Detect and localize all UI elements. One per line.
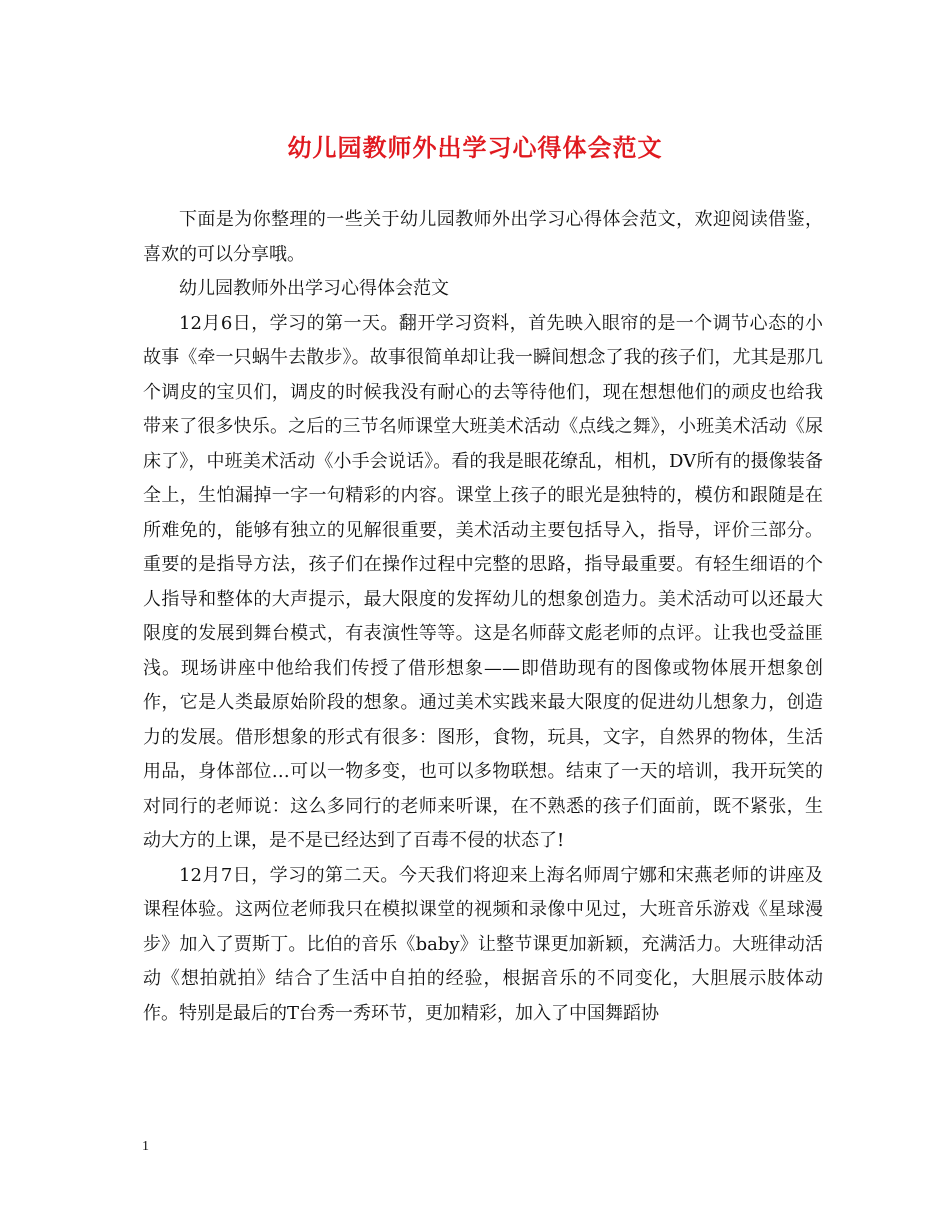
day-two-paragraph: 12月7日，学习的第二天。今天我们将迎来上海名师周宁娜和宋燕老师的讲座及课程体验。这两位老师我只在模拟课堂的视频和录像中见过，大班音乐游戏《星球漫步》加入了贾斯丁。比伯的音乐《baby》让整节课更加新颖，充满活力。大班律动活动《想拍就拍》结合了生活中自拍的经验，根据音乐的不同变化，大胆展示肢体动作。特别是最后的T台秀一秀环节，更加精彩，加入了中国舞蹈协	[143, 864, 823, 1024]
page-number: 1	[142, 1139, 149, 1154]
intro-paragraph: 下面是为你整理的一些关于幼儿园教师外出学习心得体会范文，欢迎阅读借鉴，喜欢的可以分享哦。	[143, 209, 823, 265]
document-body	[143, 203, 823, 1031]
document-title: 幼儿园教师外出学习心得体会范文	[287, 133, 663, 162]
day-one-paragraph: 12月6日，学习的第一天。翻开学习资料，首先映入眼帘的是一个调节心态的小故事《牵一只蜗牛去散步》。故事很简单却让我一瞬间想念了我的孩子们，尤其是那几个调皮的宝贝们，调皮的时候我没有耐心的去等待他们，现在想想他们的顽皮也给我带来了很多快乐。之后的三节名师课堂大班美术活动《点线之舞》，小班美术活动《尿床了》，中班美术活动《小手会说话》。看的我是眼花缭乱，相机，DV所有的摄像装备全上，生怕漏掉一字一句精彩的内容。课堂上孩子的眼光是独特的，模仿和跟随是在所难免的，能够有独立的见解很重要，美术活动主要包括导入，指导，评价三部分。重要的是指导方法，孩子们在操作过程中完整的思路，指导最重要。有轻生细语的个人指导和整体的大声提示，最大限度的发挥幼儿的想象创造力。美术活动可以还最大限度的发展到舞台模式，有表演性等等。这是名师薛文彪老师的点评。让我也受益匪浅。现场讲座中他给我们传授了借形想象——即借助现有的图像或物体展开想象创作，它是人类最原始阶段的想象。通过美术实践来最大限度的促进幼儿想象力，创造力的发展。借形想象的形式有很多：图形，食物，玩具，文字，自然界的物体，生活用品，身体部位…可以一物多变，也可以多物联想。结束了一天的培训，我开玩笑的对同行的老师说：这么多同行的老师来听课，在不熟悉的孩子们面前，既不紧张，生动大方的上课，是不是已经达到了百毒不侵的状态了!	[143, 312, 823, 851]
subtitle-paragraph: 幼儿园教师外出学习心得体会范文	[179, 278, 449, 299]
